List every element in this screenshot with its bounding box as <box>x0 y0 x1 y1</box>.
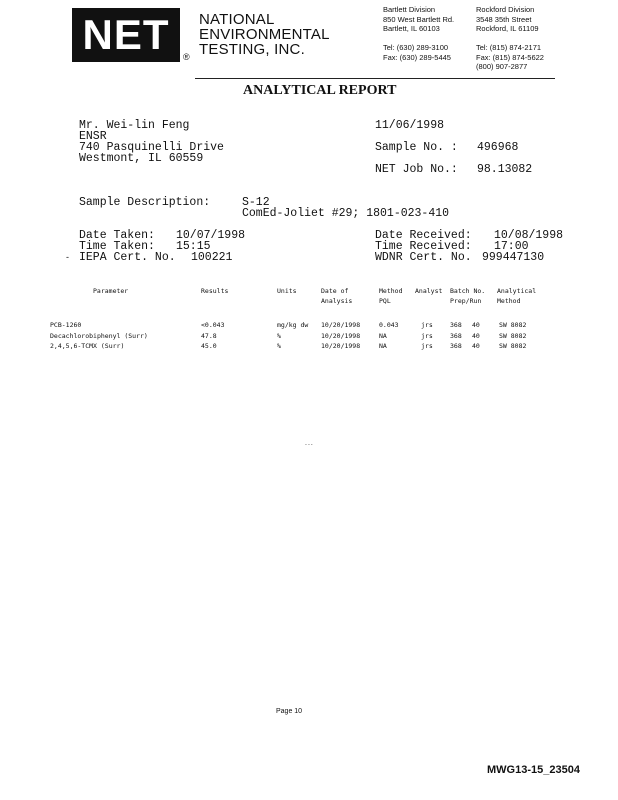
cell-units: % <box>277 332 281 340</box>
bartlett-line: Tel: (630) 289-3100 <box>383 43 449 52</box>
rockford-line: Fax: (815) 874-5622 <box>476 52 544 62</box>
cell-run: 40 <box>472 342 480 350</box>
cell-method: SW 8082 <box>499 321 527 329</box>
sample-description-label: Sample Description: <box>79 196 211 209</box>
cell-results: <0.043 <box>201 321 225 329</box>
address-line: Westmont, IL 60559 <box>79 152 204 165</box>
col-header-units: Units <box>277 287 297 295</box>
cell-results: 45.0 <box>201 342 217 350</box>
company-line-2: ENVIRONMENTAL <box>199 26 330 43</box>
header-rule <box>195 78 555 79</box>
col-header-analyst: Analyst <box>415 287 443 295</box>
rockford-division-info <box>476 5 544 72</box>
cell-analyst: jrs <box>421 342 433 350</box>
cell-analyst: jrs <box>421 321 433 329</box>
bartlett-line: Bartlett Division <box>383 5 436 14</box>
time-received-value: 17:00 <box>494 240 529 253</box>
company-line-3: TESTING, INC. <box>199 41 305 58</box>
report-title: ANALYTICAL REPORT <box>243 83 397 98</box>
cell-date: 10/20/1998 <box>321 342 361 350</box>
cell-parameter: PCB-1260 <box>50 321 82 329</box>
cell-method: SW 8082 <box>499 342 527 350</box>
time-received-label: Time Received: <box>375 240 472 253</box>
cell-units: % <box>277 342 281 350</box>
bartlett-line: Bartlett, IL 60103 <box>383 24 440 33</box>
bartlett-line: Fax: (630) 289-5445 <box>383 52 451 62</box>
cell-date: 10/20/1998 <box>321 321 361 329</box>
date-received-label: Date Received: <box>375 229 472 242</box>
page-number: Page 10 <box>276 708 303 715</box>
rockford-line <box>476 34 544 44</box>
date-taken-value: 10/07/1998 <box>176 229 246 242</box>
wdnr-label: WDNR Cert. No. <box>375 251 472 264</box>
cell-pql: NA <box>379 342 387 350</box>
time-taken-label: Time Taken: <box>79 240 155 253</box>
address-line: 740 Pasquinelli Drive <box>79 141 224 154</box>
col-header-date: Date of Analysis <box>321 287 353 305</box>
bartlett-line: 850 West Bartlett Rd. <box>383 14 455 24</box>
date-taken-label: Date Taken: <box>79 229 155 242</box>
bartlett-division-info <box>383 5 454 62</box>
sample-no-label: Sample No. : <box>375 141 458 154</box>
cell-analyst: jrs <box>421 332 433 340</box>
col-header-batch: Batch No. Prep/Run <box>450 287 486 305</box>
rockford-line: (800) 907-2877 <box>476 62 528 71</box>
rockford-line: 3548 35th Street <box>476 14 532 24</box>
cell-run: 40 <box>472 332 480 340</box>
center-mark: ... <box>305 440 314 447</box>
rockford-line: Rockford Division <box>476 5 535 14</box>
job-no-value: 98.13082 <box>477 163 533 176</box>
net-logo: NET <box>72 8 180 62</box>
iepa-label: IEPA Cert. No. <box>79 251 176 264</box>
cell-units: mg/kg dw <box>277 321 309 329</box>
address-line: Mr. Wei-lin Feng <box>79 119 190 132</box>
company-line-1: NATIONAL <box>199 11 275 28</box>
sample-description-line: ComEd-Joliet #29; 1801-023-410 <box>242 207 450 220</box>
cell-prep: 368 <box>450 321 462 329</box>
job-no-label: NET Job No.: <box>375 163 458 176</box>
cell-parameter: Decachlorobiphenyl (Surr) <box>50 332 148 340</box>
cell-prep: 368 <box>450 332 462 340</box>
date-received-value: 10/08/1998 <box>494 229 564 242</box>
cell-date: 10/20/1998 <box>321 332 361 340</box>
rockford-line: Rockford, IL 61109 <box>476 24 539 33</box>
cell-parameter: 2,4,5,6-TCMX (Surr) <box>50 342 125 350</box>
company-name <box>199 12 330 57</box>
col-header-results: Results <box>201 287 229 295</box>
col-header-method: Analytical Method <box>497 287 537 305</box>
cell-method: SW 8082 <box>499 332 527 340</box>
sample-no-value: 496968 <box>477 141 519 154</box>
iepa-value: 100221 <box>191 251 233 264</box>
sample-description-line: S-12 <box>242 196 270 209</box>
address-line: ENSR <box>79 130 107 143</box>
cell-prep: 368 <box>450 342 462 350</box>
bartlett-line <box>383 34 454 44</box>
time-taken-value: 15:15 <box>176 240 211 253</box>
cell-run: 40 <box>472 321 480 329</box>
cell-results: 47.8 <box>201 332 217 340</box>
document-id: MWG13-15_23504 <box>487 764 580 776</box>
wdnr-value: 999447130 <box>482 251 545 264</box>
margin-tick: - <box>66 252 69 262</box>
rockford-line: Tel: (815) 874-2171 <box>476 43 542 52</box>
cell-pql: 0.043 <box>379 321 399 329</box>
cell-pql: NA <box>379 332 387 340</box>
registered-mark: ® <box>183 52 190 62</box>
col-header-pql: Method PQL <box>379 287 403 305</box>
report-date: 11/06/1998 <box>375 119 445 132</box>
col-header-parameter: Parameter <box>93 287 129 295</box>
